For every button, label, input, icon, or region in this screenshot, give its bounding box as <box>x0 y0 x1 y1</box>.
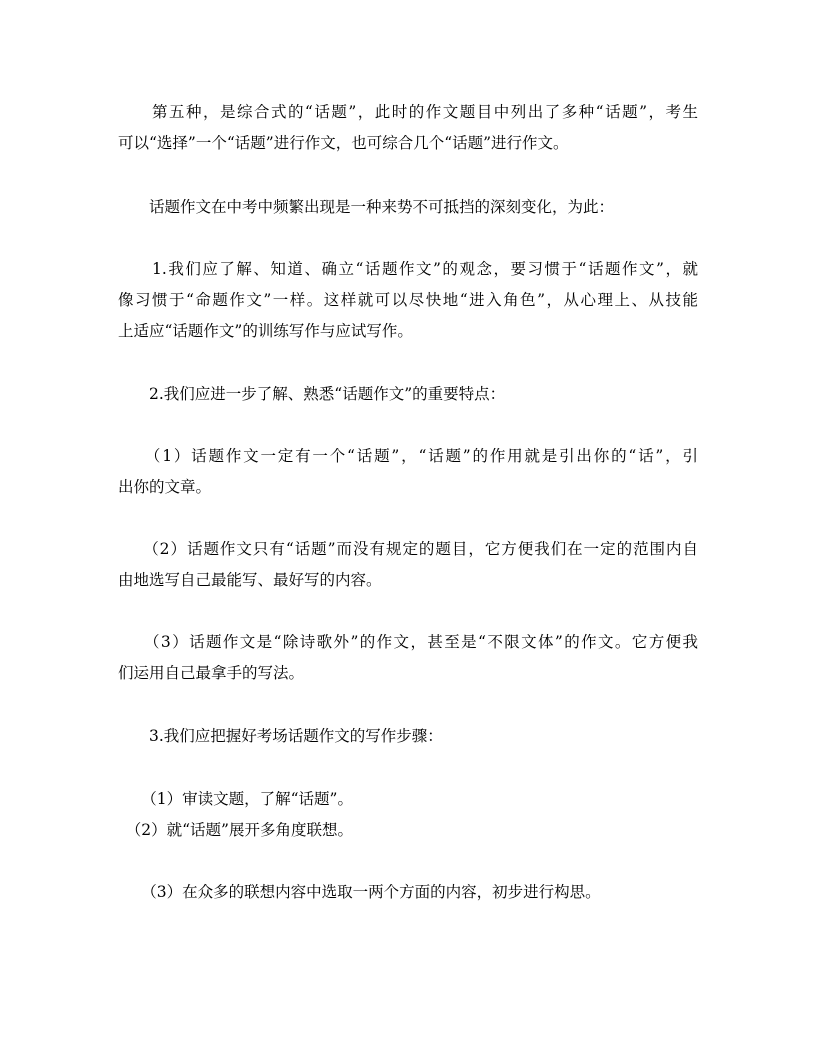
text-line: 出你的文章。 <box>118 478 212 496</box>
paragraph-feature-3 <box>118 627 698 689</box>
text-line: （1）话题作文一定有一个“话题”，“话题”的作用就是引出你的“话”，引 <box>118 447 698 465</box>
text-line: 上适应“话题作文”的训练写作与应试写作。 <box>118 322 413 340</box>
text-line: 可以“选择”一个“话题”进行作文，也可综合几个“话题”进行作文。 <box>118 134 569 152</box>
paragraph-point-1 <box>118 254 698 347</box>
paragraph-steps-1-2 <box>118 784 698 846</box>
paragraph-intro <box>118 192 698 223</box>
text-line: 1.我们应了解、知道、确立“话题作文”的观念，要习惯于“话题作文”，就 <box>118 260 698 278</box>
paragraph-fifth-type <box>118 97 698 159</box>
paragraph-point-2 <box>118 379 698 410</box>
text-line: 由地选写自己最能写、最好写的内容。 <box>118 571 382 589</box>
text-line: 们运用自己最拿手的写法。 <box>118 664 305 682</box>
text-line: （3）在众多的联想内容中选取一两个方面的内容，初步进行构思。 <box>118 883 601 901</box>
paragraph-step-3 <box>118 877 698 908</box>
text-line: （3）话题作文是“除诗歌外”的作文，甚至是“不限文体”的作文。它方便我 <box>118 633 698 651</box>
text-line: （2）话题作文只有“话题”而没有规定的题目，它方便我们在一定的范围内自 <box>118 540 698 558</box>
text-line: 像习惯于“命题作文”一样。这样就可以尽快地“进入角色”，从心理上、从技能 <box>118 291 698 309</box>
text-line: 2.我们应进一步了解、熟悉“话题作文”的重要特点： <box>118 385 506 403</box>
paragraph-feature-2 <box>118 534 698 596</box>
paragraph-feature-1 <box>118 441 698 503</box>
text-line: 话题作文在中考中频繁出现是一种来势不可抵挡的深刻变化，为此： <box>118 198 615 216</box>
text-line: 3.我们应把握好考场话题作文的写作步骤： <box>118 727 443 745</box>
paragraph-point-3 <box>118 721 698 752</box>
text-line: 第五种，是综合式的“话题”，此时的作文题目中列出了多种“话题”，考生 <box>118 103 698 121</box>
text-line: （2）就“话题”展开多角度联想。 <box>118 821 353 839</box>
text-line: （1）审读文题，了解“话题”。 <box>118 790 353 808</box>
